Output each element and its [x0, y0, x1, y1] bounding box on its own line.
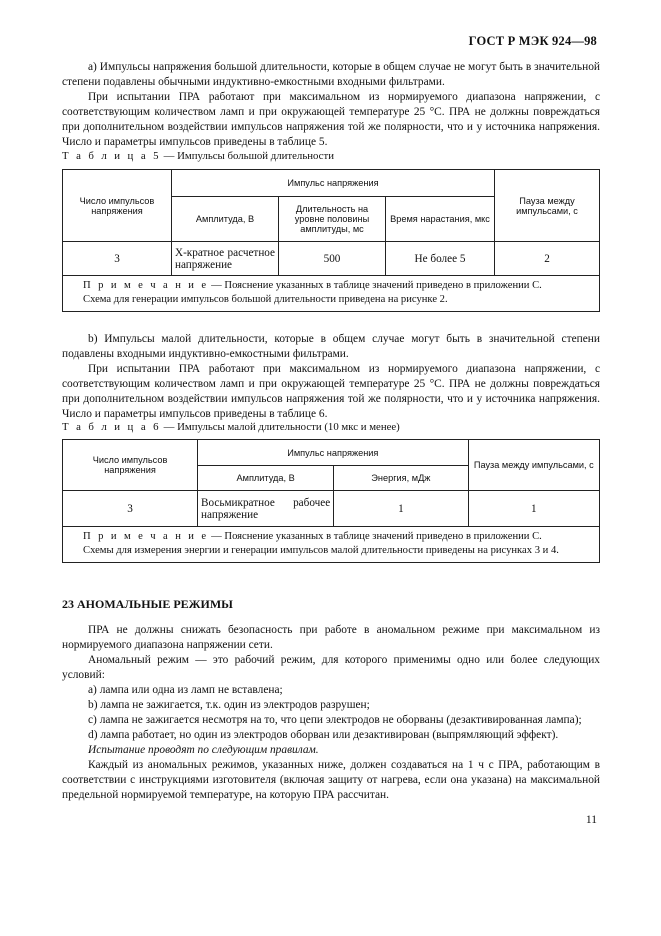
table5-cell-rise: Не более 5 — [386, 242, 495, 276]
section23-body — [62, 623, 600, 803]
table6-note-prefix: П р и м е ч а н и е — [83, 531, 209, 542]
table5-caption — [62, 150, 600, 162]
table6-cell-amplitude: Восьмикратное рабочее напряжение — [198, 491, 334, 527]
table6-cell-pause: 1 — [468, 491, 599, 527]
table6-header-impulse: Импульс напряжения — [198, 440, 469, 466]
page-number: 11 — [585, 814, 597, 826]
table6-header-count: Число импульсов напряжения — [63, 440, 198, 491]
condition-c: с) лампа не зажигается несмотря на то, что цепи электродов не оборваны (дезактивированная лампа); — [88, 714, 582, 726]
table5-cell-count: 3 — [63, 242, 172, 276]
table6-header-amplitude: Амплитуда, В — [198, 466, 334, 491]
table5-header-duration: Длительность на уровне половины амплитуды, мс — [279, 197, 386, 242]
table5-note-line2: Схема для генерации импульсов большой длительности приведена на рисунке 2. — [83, 294, 448, 305]
table6-caption-prefix: Т а б л и ц а 6 — [62, 421, 161, 433]
table5-cell-duration: 500 — [279, 242, 386, 276]
table6-cell-count: 3 — [63, 491, 198, 527]
section-b — [62, 332, 600, 422]
table5-cell-pause: 2 — [495, 242, 600, 276]
table6-header-energy: Энергия, мДж — [334, 466, 468, 491]
condition-d: d) лампа работает, но один из электродов оборван или дезактивирован (выпрямляющий эффект). — [88, 729, 559, 741]
condition-b: b) лампа не зажигается, т.к. один из электродов разрушен; — [88, 699, 370, 711]
paragraph-b-test: При испытании ПРА работают при максимальном из нормируемого диапазона напряжении, с соответствующим количеством ламп и при окружающей температуре 25 °С. ПРА не должны повреждаться при дополнительном воздействии импульсов напряжения той же полярности, что и у источника напряжения. Число и параметры импульсов приведены в таблице 6. — [62, 363, 600, 420]
table5-note-line1: — Пояснение указанных в таблице значений приведено в приложении С. — [208, 280, 542, 291]
table5-caption-prefix: Т а б л и ц а 5 — [62, 150, 161, 162]
table6-note-line2: Схемы для измерения энергии и генерации импульсов малой длительности приведены на рисунках 3 и 4. — [83, 545, 559, 556]
table5-header-count: Число импульсов напряжения — [63, 170, 172, 242]
paragraph-a-test: При испытании ПРА работают при максимальном из нормируемого диапазона напряжении, с соответствующим количеством ламп и при окружающей температуре 25 °С. ПРА не должны повреждаться при дополнительном воздействии импульсов напряжения той же полярности, что и у источника напряжения. Число и параметры импульсов приведены в таблице 5. — [62, 91, 600, 148]
table6 — [62, 439, 600, 563]
section23-title: 23 АНОМАЛЬНЫЕ РЕЖИМЫ — [62, 597, 233, 611]
section23-paragraph-1: ПРА не должны снижать безопасность при работе в аномальном режиме при максимальном из нормируемого диапазона напряжении сети. — [62, 624, 600, 651]
table5-header-rise: Время нарастания, мкс — [386, 197, 495, 242]
table6-caption-title: — Импульсы малой длительности (10 мкс и менее) — [160, 421, 400, 433]
table5-note-prefix: П р и м е ч а н и е — [83, 280, 209, 291]
section23-paragraph-2: Аномальный режим — это рабочий режим, для которого применимы одно или более следующих условий: — [62, 654, 600, 681]
table6-header-pause: Пауза между импульсами, с — [468, 440, 599, 491]
section23-paragraph-3: Каждый из аномальных режимов, указанных ниже, должен создаваться на 1 ч с ПРА, работающим в соответствии с инструкциями изготовителя (включая защиту от нагрева, если она указана) на максимальной предельной нормируемой температуре, на которую ПРА рассчитан. — [62, 759, 600, 801]
table5 — [62, 169, 600, 312]
condition-a: а) лампа или одна из ламп не вставлена; — [88, 684, 283, 696]
table5-header-pause: Пауза между импульсами, с — [495, 170, 600, 242]
table5-cell-amplitude: X-кратное расчетное напряжение — [172, 242, 279, 276]
standard-header: ГОСТ Р МЭК 924—98 — [468, 34, 597, 48]
table6-note — [63, 527, 600, 563]
paragraph-a: a) Импульсы напряжения большой длительности, которые в общем случае не могут быть в значительной степени подавлены обычными индуктивно-емкостными входными фильтрами. — [62, 61, 600, 88]
paragraph-b: b) Импульсы малой длительности, которые в общем случае могут быть в значительной степени подавлены входными индуктивно-емкостными фильтрами. — [62, 333, 600, 360]
table6-cell-energy: 1 — [334, 491, 468, 527]
section-a — [62, 60, 600, 150]
test-rule: Испытание проводят по следующим правилам. — [88, 744, 319, 756]
table5-header-impulse: Импульс напряжения — [172, 170, 495, 197]
table6-caption — [62, 421, 600, 433]
table5-header-amplitude: Амплитуда, В — [172, 197, 279, 242]
table5-caption-title: — Импульсы большой длительности — [160, 150, 334, 162]
table5-note — [63, 276, 600, 312]
table6-note-line1: — Пояснение указанных в таблице значений приведено в приложении С. — [208, 531, 542, 542]
